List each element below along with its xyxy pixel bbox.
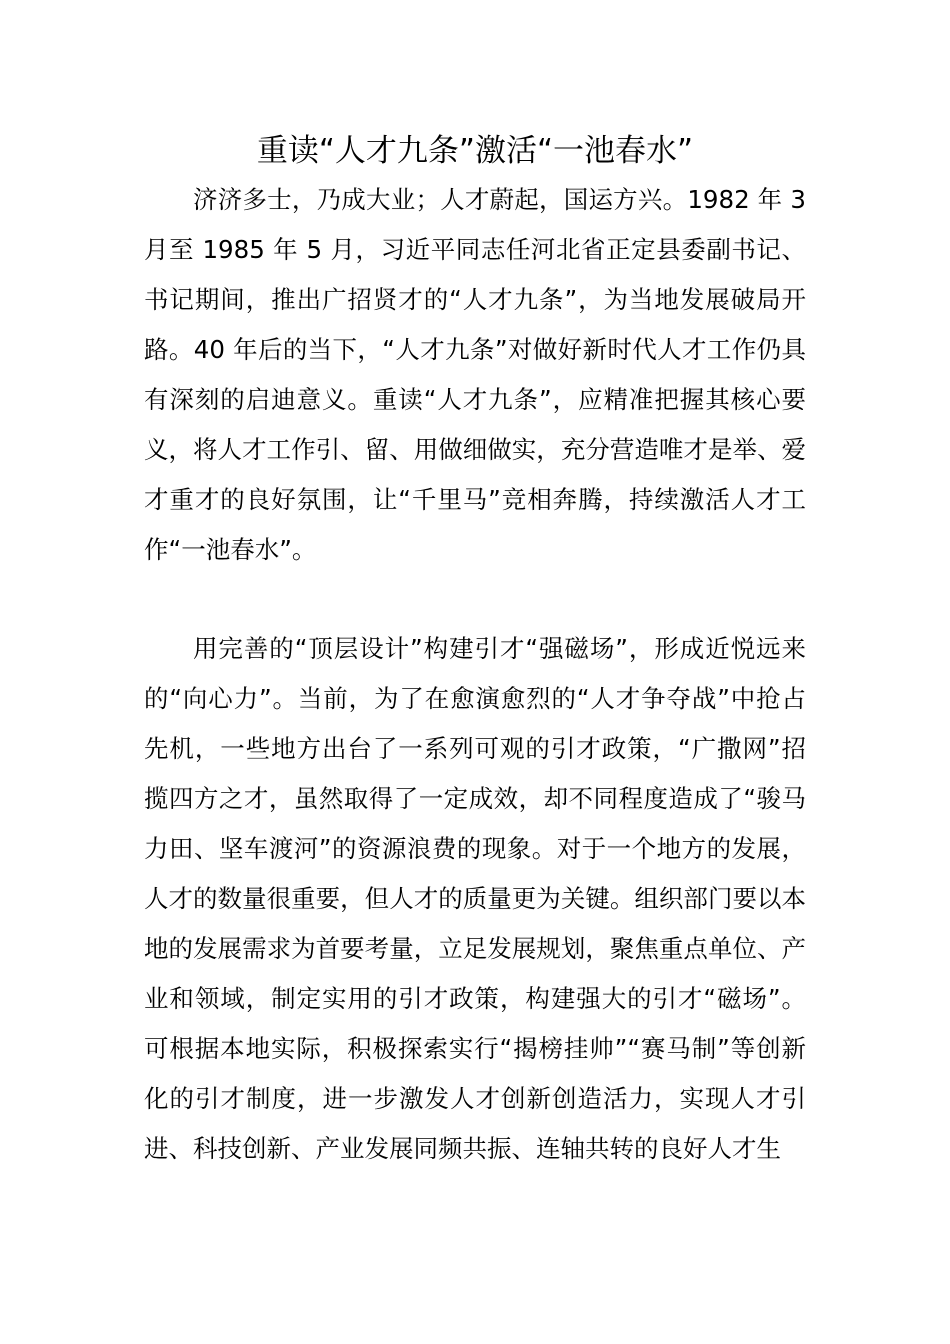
article-title: 重读“人才九条”激活“一池春水” bbox=[256, 133, 694, 169]
paragraph-intro: 济济多士，乃成大业；人才蔚起，国运方兴。1982 年 3 月至 1985 年 5 月，习近平同志任河北省正定县委副书记、书记期间，推出广招贤才的“人才九条”，为当地发展破局开路。40 年后的当下，“人才九条”对做好新时代人才工作仍具有深刻的启迪意义。重读“人才九条”，应精准把握其核心要义，将人才工作引、留、用做细做实，充分营造唯才是举、爱才重才的良好氛围，让“千里马”竞相奔腾，持续激活人才工作“一池春水”。 bbox=[144, 185, 806, 564]
paragraph-top-level-design: 用完善的“顶层设计”构建引才“强磁场”，形成近悦远来的“向心力”。当前，为了在愈演愈烈的“人才争夺战”中抢占先机，一些地方出台了一系列可观的引才政策，“广撒网”招揽四方之才，虽然取得了一定成效，却不同程度造成了“骏马力田、坚车渡河”的资源浪费的现象。对于一个地方的发展，人才的数量很重要，但人才的质量更为关键。组织部门要以本地的发展需求为首要考量，立足发展规划，聚焦重点单位、产业和领域，制定实用的引才政策，构建强大的引才“磁场”。可根据本地实际，积极探索实行“揭榜挂帅”“赛马制”等创新化的引才制度，进一步激发人才创新创造活力，实现人才引进、科技创新、产业发展同频共振、连轴共转的良好人才生 bbox=[144, 634, 806, 1163]
